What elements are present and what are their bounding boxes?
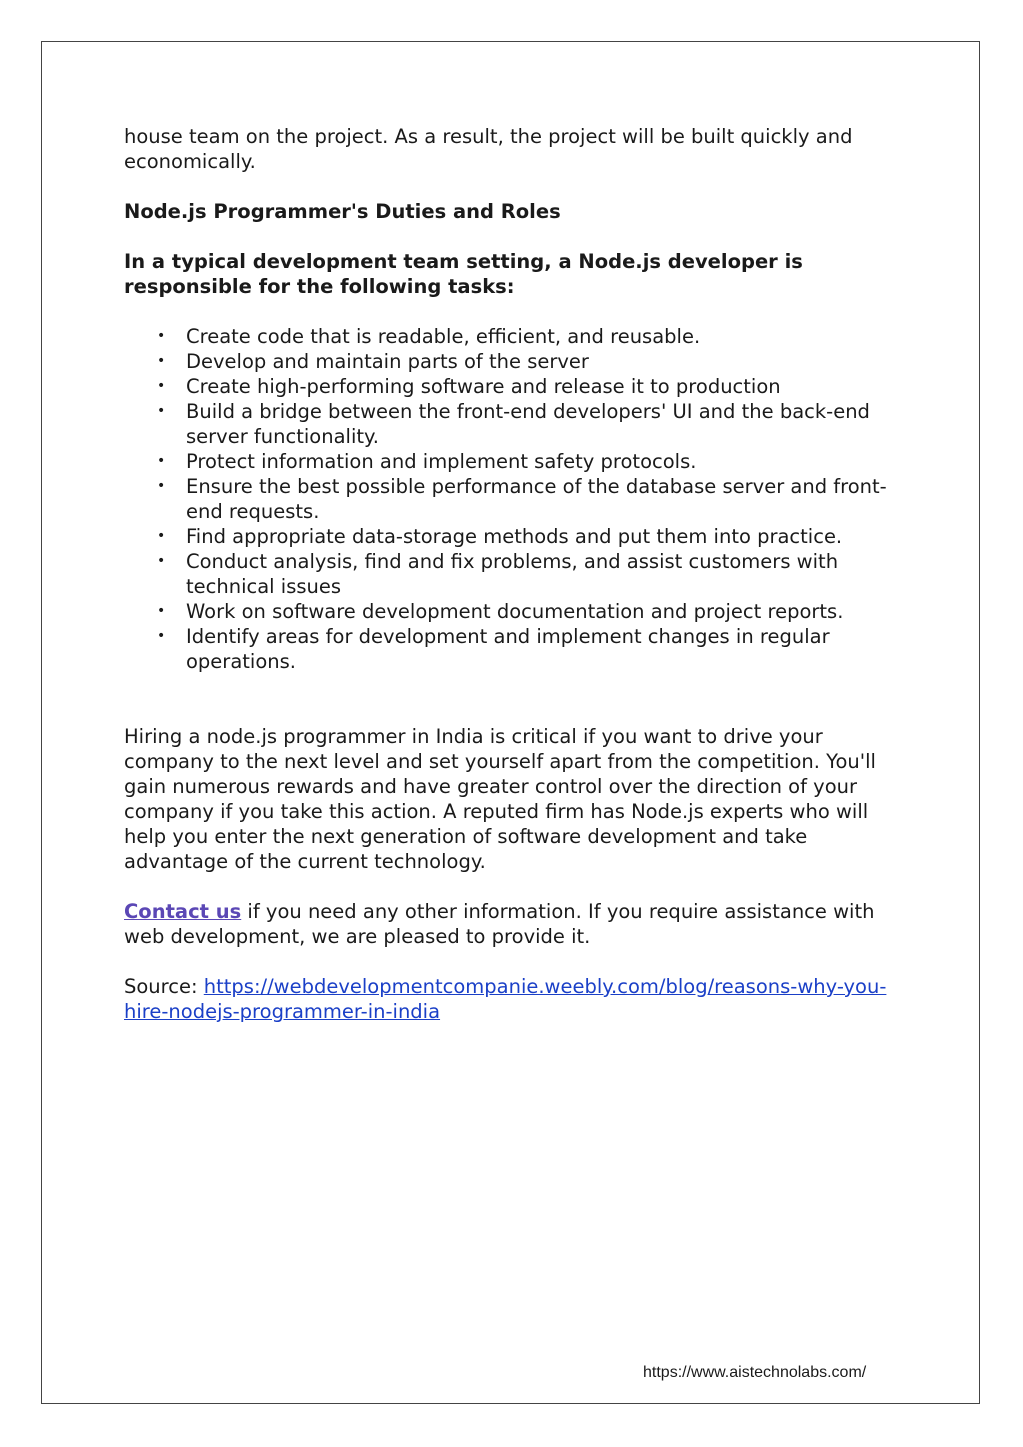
bullet-icon: • [157, 603, 166, 619]
document-body [124, 124, 904, 1024]
source-paragraph [124, 974, 904, 1024]
list-item [124, 449, 904, 474]
bullet-icon: • [157, 528, 166, 544]
section-subheading: In a typical development team setting, a Node.js developer is responsible for the following tasks: [124, 250, 803, 298]
list-item-text: Work on software development documentation and project reports. [186, 600, 844, 623]
bullet-icon: • [157, 478, 166, 494]
intro-paragraph: house team on the project. As a result, the project will be built quickly and economically. [124, 125, 853, 173]
list-item [124, 474, 904, 524]
task-list [124, 324, 904, 674]
list-item [124, 349, 904, 374]
contact-paragraph-text: if you need any other information. If you require assistance with web development, we are pleased to provide it. [124, 900, 875, 948]
bullet-icon: • [157, 403, 166, 419]
list-item-text: Conduct analysis, find and fix problems, and assist customers with technical issues [186, 550, 839, 598]
list-item [124, 524, 904, 549]
bullet-icon: • [157, 353, 166, 369]
footer-url: https://www.aistechnolabs.com/ [643, 1364, 867, 1381]
bullet-icon: • [157, 328, 166, 344]
bullet-icon: • [157, 453, 166, 469]
list-item [124, 374, 904, 399]
source-label: Source: [124, 975, 204, 998]
source-link[interactable]: https://webdevelopmentcompanie.weebly.com/blog/reasons-why-you-hire-nodejs-programmer-in-india [124, 975, 887, 1023]
list-item [124, 599, 904, 624]
list-item-text: Create code that is readable, efficient, and reusable. [186, 325, 701, 348]
list-item-text: Identify areas for development and implement changes in regular operations. [186, 625, 830, 673]
list-item-text: Create high-performing software and release it to production [186, 375, 781, 398]
list-item [124, 324, 904, 349]
hiring-paragraph: Hiring a node.js programmer in India is critical if you want to drive your company to the next level and set yourself apart from the competition. You'll gain numerous rewards and have greater control over the direction of your company if you take this action. A reputed firm has Node.js experts who will help you enter the next generation of software development and take advantage of the current technology. [124, 725, 876, 873]
bullet-icon: • [157, 553, 166, 569]
section-heading: Node.js Programmer's Duties and Roles [124, 200, 561, 223]
list-item [124, 549, 904, 599]
list-item [124, 624, 904, 674]
contact-us-link[interactable]: Contact us [124, 900, 242, 923]
spacer [124, 674, 904, 724]
list-item-text: Build a bridge between the front-end developers' UI and the back-end server functionality. [186, 400, 870, 448]
bullet-icon: • [157, 628, 166, 644]
list-item-text: Develop and maintain parts of the server [186, 350, 589, 373]
list-item-text: Ensure the best possible performance of the database server and front-end requests. [186, 475, 887, 523]
list-item [124, 399, 904, 449]
list-item-text: Protect information and implement safety protocols. [186, 450, 697, 473]
bullet-icon: • [157, 378, 166, 394]
list-item-text: Find appropriate data-storage methods and put them into practice. [186, 525, 843, 548]
contact-paragraph [124, 899, 904, 949]
